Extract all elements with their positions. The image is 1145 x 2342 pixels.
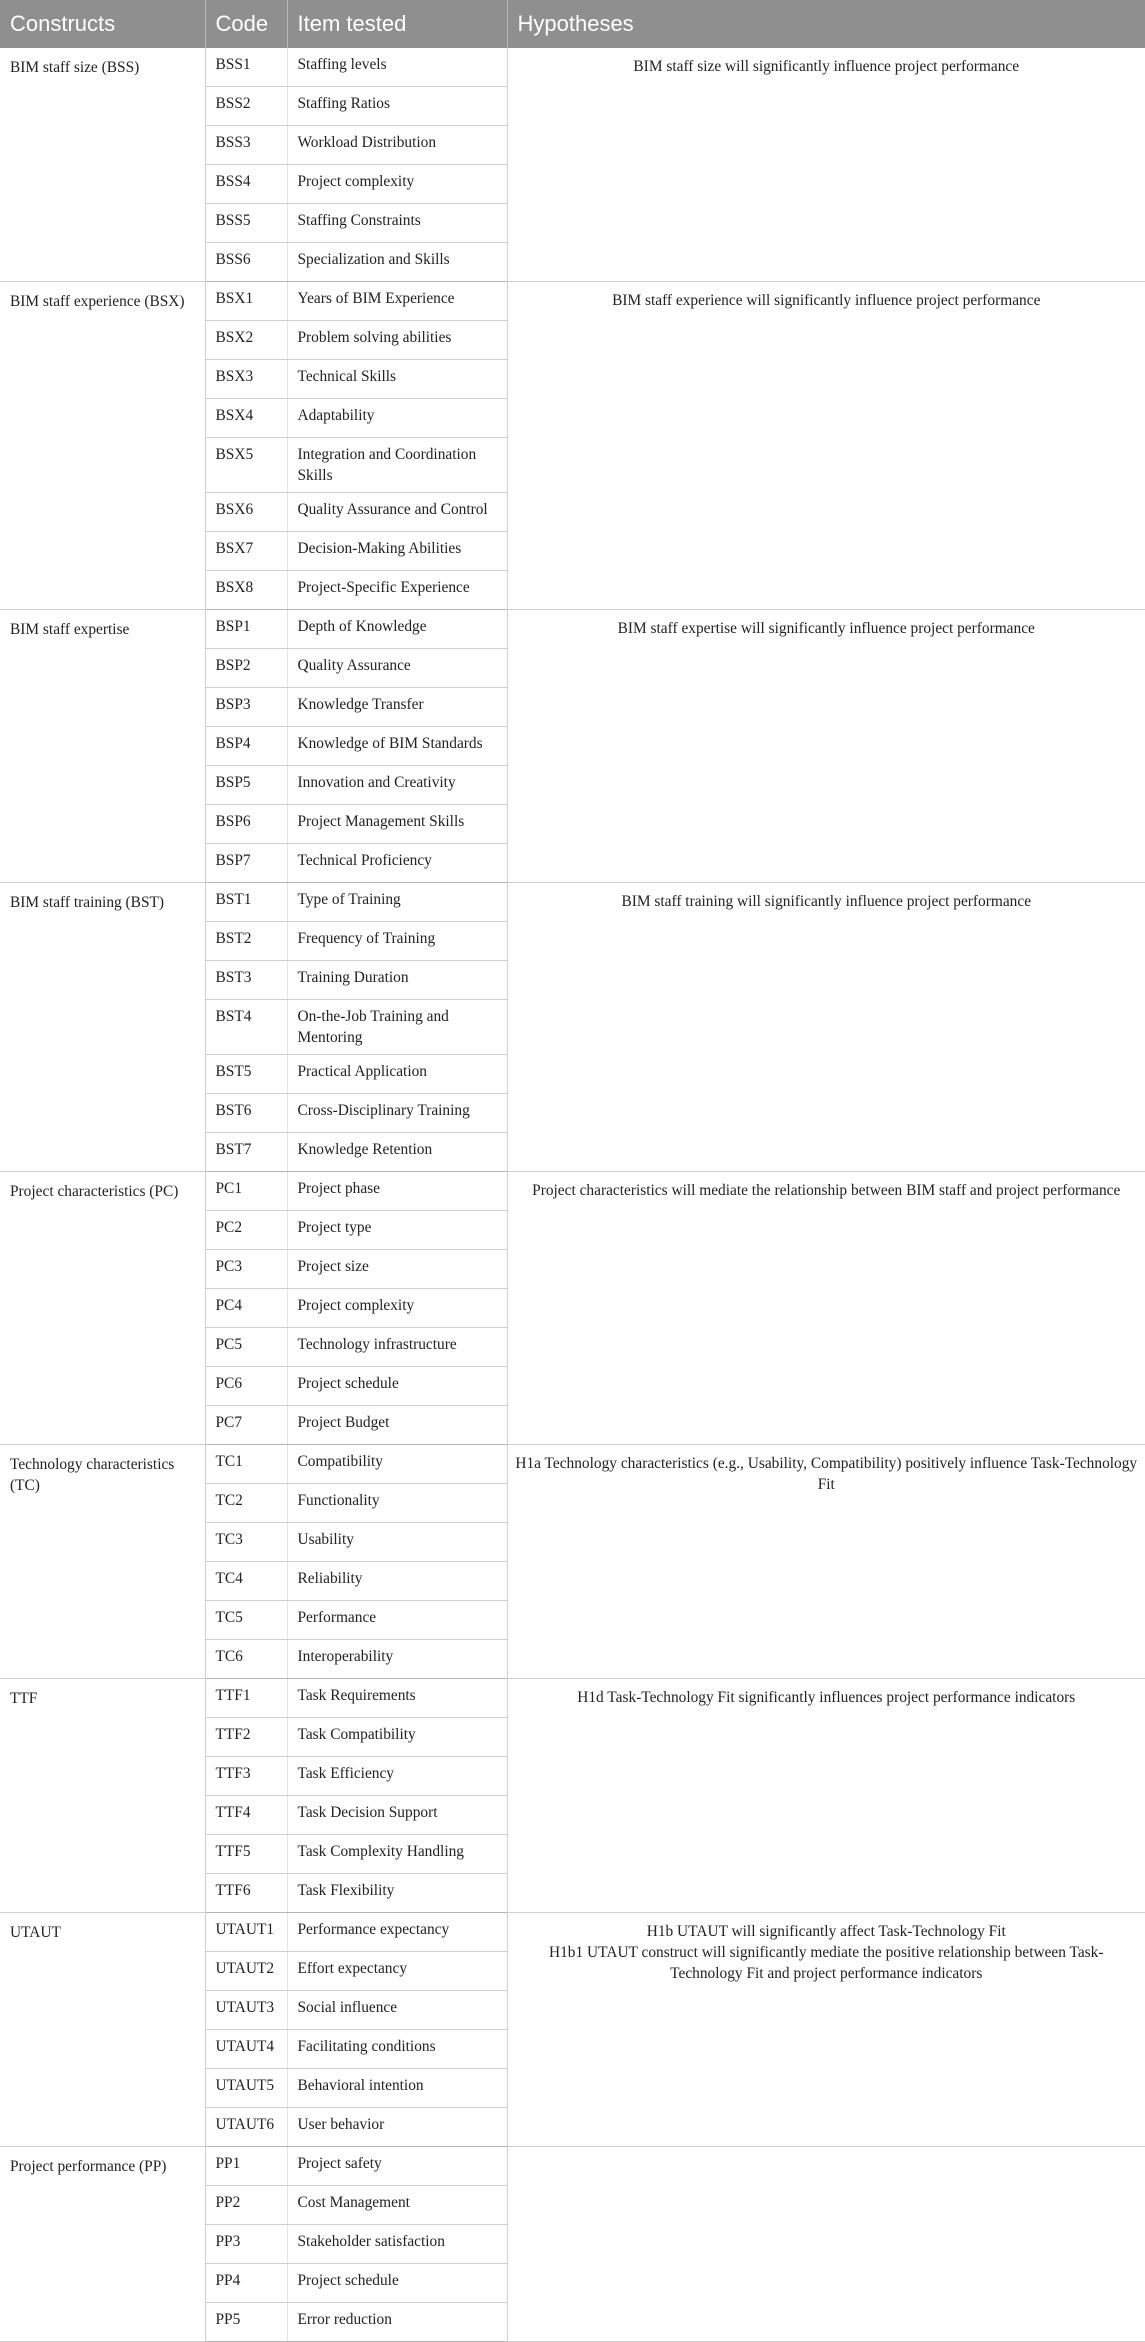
table-header [0, 0, 1145, 48]
code-cell: BSX2 [205, 321, 287, 360]
table-row [0, 282, 1145, 321]
code-cell: PC2 [205, 1211, 287, 1250]
item-tested-cell: Staffing Ratios [287, 87, 507, 126]
header-item-tested: Item tested [287, 0, 507, 48]
hypothesis-cell [507, 2147, 1145, 2342]
hypothesis-cell [507, 883, 1145, 1172]
item-tested-cell: Knowledge Transfer [287, 688, 507, 727]
item-tested-cell: Technical Proficiency [287, 844, 507, 883]
item-tested-cell: Task Requirements [287, 1679, 507, 1718]
code-cell: PC4 [205, 1289, 287, 1328]
item-tested-cell: Interoperability [287, 1640, 507, 1679]
item-tested-cell: Project schedule [287, 2264, 507, 2303]
code-cell: TC4 [205, 1562, 287, 1601]
item-tested-cell: Effort expectancy [287, 1952, 507, 1991]
item-tested-cell: Project schedule [287, 1367, 507, 1406]
construct-cell: Project characteristics (PC) [0, 1172, 205, 1445]
code-cell: PP3 [205, 2225, 287, 2264]
item-tested-cell: Decision-Making Abilities [287, 532, 507, 571]
code-cell: BSS3 [205, 126, 287, 165]
item-tested-cell: Workload Distribution [287, 126, 507, 165]
hypothesis-cell [507, 1172, 1145, 1445]
header-constructs: Constructs [0, 0, 205, 48]
table-row [0, 1172, 1145, 1211]
item-tested-cell: Adaptability [287, 399, 507, 438]
item-tested-cell: Technical Skills [287, 360, 507, 399]
code-cell: BSP2 [205, 649, 287, 688]
code-cell: BST7 [205, 1133, 287, 1172]
code-cell: BSP1 [205, 610, 287, 649]
hypothesis-cell [507, 282, 1145, 610]
code-cell: BSX1 [205, 282, 287, 321]
hypothesis-text-secondary: H1b1 UTAUT construct will significantly mediate the positive relationship between Task-Technology Fit and project performance indicators [549, 1944, 1104, 1982]
item-tested-cell: Task Efficiency [287, 1757, 507, 1796]
item-tested-cell: Task Decision Support [287, 1796, 507, 1835]
item-tested-cell: Compatibility [287, 1445, 507, 1484]
table-row [0, 1913, 1145, 1952]
hypothesis-text: BIM staff experience will significantly influence project performance [612, 292, 1041, 309]
code-cell: PP4 [205, 2264, 287, 2303]
item-tested-cell: Staffing Constraints [287, 204, 507, 243]
hypothesis-text: Project characteristics will mediate the relationship between BIM staff and project performance [532, 1182, 1121, 1199]
code-cell: BSS1 [205, 48, 287, 87]
code-cell: TC5 [205, 1601, 287, 1640]
code-cell: BSP6 [205, 805, 287, 844]
item-tested-cell: Project Budget [287, 1406, 507, 1445]
code-cell: TTF6 [205, 1874, 287, 1913]
construct-cell: BIM staff training (BST) [0, 883, 205, 1172]
construct-cell: UTAUT [0, 1913, 205, 2147]
item-tested-cell: Knowledge Retention [287, 1133, 507, 1172]
code-cell: PC6 [205, 1367, 287, 1406]
code-cell: BST6 [205, 1094, 287, 1133]
code-cell: BSS4 [205, 165, 287, 204]
hypothesis-text: BIM staff size will significantly influence project performance [633, 58, 1020, 75]
code-cell: BSS2 [205, 87, 287, 126]
construct-cell: Project performance (PP) [0, 2147, 205, 2342]
item-tested-cell: Project Management Skills [287, 805, 507, 844]
code-cell: BSS6 [205, 243, 287, 282]
item-tested-cell: Social influence [287, 1991, 507, 2030]
item-tested-cell: Functionality [287, 1484, 507, 1523]
item-tested-cell: Technology infrastructure [287, 1328, 507, 1367]
code-cell: PC3 [205, 1250, 287, 1289]
item-tested-cell: Innovation and Creativity [287, 766, 507, 805]
code-cell: TC2 [205, 1484, 287, 1523]
item-tested-cell: Integration and Coordination Skills [287, 438, 507, 493]
item-tested-cell: Error reduction [287, 2303, 507, 2342]
code-cell: BSX4 [205, 399, 287, 438]
code-cell: TC3 [205, 1523, 287, 1562]
table-row [0, 1679, 1145, 1718]
table-row [0, 610, 1145, 649]
item-tested-cell: Project complexity [287, 165, 507, 204]
code-cell: BSP7 [205, 844, 287, 883]
item-tested-cell: Problem solving abilities [287, 321, 507, 360]
item-tested-cell: Training Duration [287, 961, 507, 1000]
code-cell: BST3 [205, 961, 287, 1000]
table-row [0, 883, 1145, 922]
code-cell: BSX8 [205, 571, 287, 610]
code-cell: BSX7 [205, 532, 287, 571]
code-cell: TTF1 [205, 1679, 287, 1718]
hypothesis-text: BIM staff training will significantly influence project performance [621, 893, 1032, 910]
table-row [0, 1445, 1145, 1484]
table-row [0, 48, 1145, 87]
code-cell: BSX6 [205, 493, 287, 532]
item-tested-cell: Usability [287, 1523, 507, 1562]
hypothesis-cell [507, 1679, 1145, 1913]
code-cell: BSX5 [205, 438, 287, 493]
item-tested-cell: Practical Application [287, 1055, 507, 1094]
item-tested-cell: Reliability [287, 1562, 507, 1601]
code-cell: BST5 [205, 1055, 287, 1094]
item-tested-cell: Quality Assurance [287, 649, 507, 688]
hypothesis-text: H1b UTAUT will significantly affect Task-Technology Fit [646, 1923, 1006, 1940]
code-cell: UTAUT5 [205, 2069, 287, 2108]
item-tested-cell: Project type [287, 1211, 507, 1250]
code-cell: BST1 [205, 883, 287, 922]
code-cell: PC1 [205, 1172, 287, 1211]
item-tested-cell: Specialization and Skills [287, 243, 507, 282]
construct-cell: TTF [0, 1679, 205, 1913]
item-tested-cell: Behavioral intention [287, 2069, 507, 2108]
item-tested-cell: Frequency of Training [287, 922, 507, 961]
item-tested-cell: Depth of Knowledge [287, 610, 507, 649]
code-cell: PP1 [205, 2147, 287, 2186]
code-cell: BSP5 [205, 766, 287, 805]
code-cell: BST2 [205, 922, 287, 961]
item-tested-cell: Performance [287, 1601, 507, 1640]
header-code: Code [205, 0, 287, 48]
item-tested-cell: Years of BIM Experience [287, 282, 507, 321]
code-cell: BST4 [205, 1000, 287, 1055]
code-cell: BSX3 [205, 360, 287, 399]
item-tested-cell: Project-Specific Experience [287, 571, 507, 610]
code-cell: TTF3 [205, 1757, 287, 1796]
code-cell: UTAUT4 [205, 2030, 287, 2069]
item-tested-cell: Knowledge of BIM Standards [287, 727, 507, 766]
item-tested-cell: Project size [287, 1250, 507, 1289]
item-tested-cell: Quality Assurance and Control [287, 493, 507, 532]
item-tested-cell: User behavior [287, 2108, 507, 2147]
item-tested-cell: Cost Management [287, 2186, 507, 2225]
item-tested-cell: Task Complexity Handling [287, 1835, 507, 1874]
hypothesis-text: BIM staff expertise will significantly influence project performance [617, 620, 1035, 637]
construct-cell: BIM staff experience (BSX) [0, 282, 205, 610]
code-cell: TC6 [205, 1640, 287, 1679]
hypothesis-text: H1a Technology characteristics (e.g., Usability, Compatibility) positively influence Task-Technology Fit [515, 1455, 1138, 1493]
item-tested-cell: Cross-Disciplinary Training [287, 1094, 507, 1133]
code-cell: BSP4 [205, 727, 287, 766]
code-cell: BSS5 [205, 204, 287, 243]
item-tested-cell: Task Flexibility [287, 1874, 507, 1913]
item-tested-cell: Performance expectancy [287, 1913, 507, 1952]
code-cell: PC5 [205, 1328, 287, 1367]
item-tested-cell: Stakeholder satisfaction [287, 2225, 507, 2264]
item-tested-cell: Project phase [287, 1172, 507, 1211]
header-hypotheses: Hypotheses [507, 0, 1145, 48]
item-tested-cell: Type of Training [287, 883, 507, 922]
code-cell: UTAUT1 [205, 1913, 287, 1952]
code-cell: TC1 [205, 1445, 287, 1484]
code-cell: UTAUT6 [205, 2108, 287, 2147]
code-cell: BSP3 [205, 688, 287, 727]
construct-cell: BIM staff size (BSS) [0, 48, 205, 282]
table-body [0, 48, 1145, 2342]
code-cell: UTAUT2 [205, 1952, 287, 1991]
code-cell: TTF4 [205, 1796, 287, 1835]
item-tested-cell: Project complexity [287, 1289, 507, 1328]
table-row [0, 2147, 1145, 2186]
code-cell: TTF2 [205, 1718, 287, 1757]
construct-cell: Technology characteristics (TC) [0, 1445, 205, 1679]
code-cell: PP2 [205, 2186, 287, 2225]
code-cell: TTF5 [205, 1835, 287, 1874]
code-cell: PC7 [205, 1406, 287, 1445]
code-cell: PP5 [205, 2303, 287, 2342]
item-tested-cell: Facilitating conditions [287, 2030, 507, 2069]
hypothesis-cell [507, 610, 1145, 883]
code-cell: UTAUT3 [205, 1991, 287, 2030]
header-row [0, 0, 1145, 48]
hypothesis-cell [507, 1913, 1145, 2147]
item-tested-cell: Task Compatibility [287, 1718, 507, 1757]
hypothesis-cell [507, 48, 1145, 282]
item-tested-cell: Staffing levels [287, 48, 507, 87]
hypothesis-cell [507, 1445, 1145, 1679]
hypothesis-text: H1d Task-Technology Fit significantly influences project performance indicators [577, 1689, 1076, 1706]
item-tested-cell: On-the-Job Training and Mentoring [287, 1000, 507, 1055]
item-tested-cell: Project safety [287, 2147, 507, 2186]
construct-cell: BIM staff expertise [0, 610, 205, 883]
